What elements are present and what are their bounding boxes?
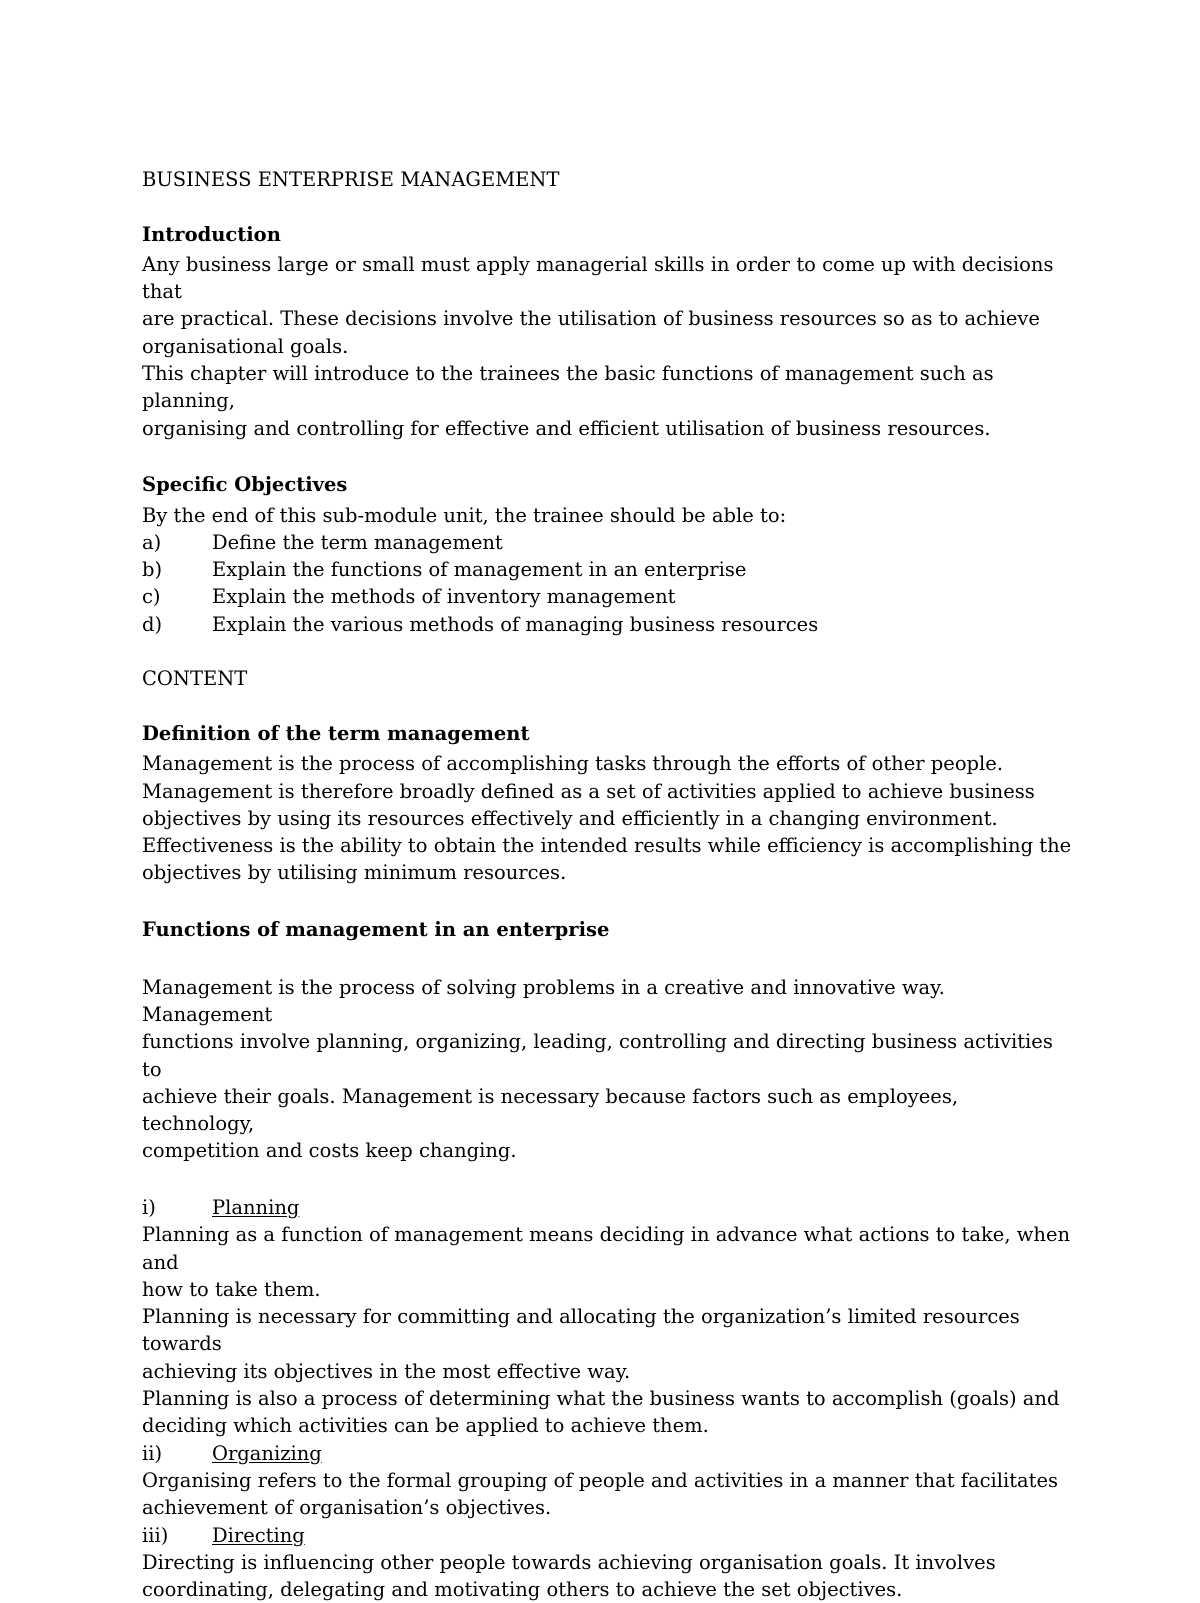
text-line: deciding which activities can be applied to achieve them.	[142, 1414, 709, 1438]
objectives-list	[142, 529, 1072, 638]
directing-paragraph	[142, 1549, 1072, 1603]
organizing-label: Organizing	[212, 1441, 322, 1465]
list-item-text: Explain the functions of management in an enterprise	[212, 558, 747, 582]
text-line: Any business large or small must apply managerial skills in order to come up with decisions that	[142, 252, 1054, 304]
list-marker: a)	[142, 530, 162, 554]
objectives-lead: By the end of this sub-module unit, the trainee should be able to:	[142, 503, 787, 527]
text-line: organisational goals.	[142, 334, 349, 358]
functions-paragraph	[142, 974, 1072, 1165]
directing-label: Directing	[212, 1523, 305, 1547]
list-item	[142, 583, 1072, 610]
text-line: achievement of organisation’s objectives.	[142, 1496, 552, 1520]
text-line: achieve their goals. Management is necessary because factors such as employees, technology,	[142, 1084, 959, 1136]
list-item-text: Explain the various methods of managing business resources	[212, 612, 819, 636]
text-line: Directing is influencing other people towards achieving organisation goals. It involves	[142, 1550, 996, 1574]
text-line: Organising refers to the formal grouping of people and activities in a manner that facilitates	[142, 1468, 1059, 1492]
list-marker: i)	[142, 1195, 156, 1219]
list-item	[142, 529, 1072, 556]
text-line: objectives by utilising minimum resources.	[142, 861, 567, 885]
text-line: Management is the process of solving problems in a creative and innovative way. Management	[142, 975, 945, 1026]
list-item-text: Define the term management	[212, 530, 503, 554]
introduction-heading: Introduction	[142, 222, 281, 246]
content-label: CONTENT	[142, 667, 248, 691]
organizing-paragraph	[142, 1467, 1072, 1522]
objectives-heading: Specific Objectives	[142, 473, 348, 497]
text-line: Effectiveness is the ability to obtain the intended results while efficiency is accomplishing the	[142, 834, 1072, 858]
list-marker: iii)	[142, 1523, 169, 1547]
text-line: Planning is necessary for committing and allocating the organization’s limited resources towards	[142, 1305, 1020, 1356]
organizing-subheading	[142, 1440, 1072, 1467]
definition-heading: Definition of the term management	[142, 721, 530, 745]
text-line: competition and costs keep changing.	[142, 1139, 517, 1163]
document-title: BUSINESS ENTERPRISE MANAGEMENT	[142, 168, 560, 191]
text-line: Management is therefore broadly defined as a set of activities applied to achieve business	[142, 779, 1035, 803]
text-line: coordinating, delegating and motivating others to achieve the set objectives.	[142, 1578, 903, 1602]
planning-label: Planning	[212, 1195, 300, 1219]
planning-paragraph	[142, 1221, 1072, 1439]
planning-subheading	[142, 1194, 1072, 1221]
text-line: functions involve planning, organizing, leading, controlling and directing business activities to	[142, 1030, 1053, 1081]
text-line: Planning as a function of management means deciding in advance what actions to take, when and	[142, 1223, 1071, 1274]
text-line: This chapter will introduce to the trainees the basic functions of management such as planning,	[142, 362, 994, 413]
document-body	[142, 166, 1072, 1603]
text-line: Planning is also a process of determining what the business wants to accomplish (goals) and	[142, 1387, 1060, 1411]
list-marker: c)	[142, 585, 161, 609]
directing-subheading	[142, 1522, 1072, 1549]
list-marker: d)	[142, 612, 163, 636]
list-item	[142, 556, 1072, 583]
text-line: achieving its objectives in the most effective way.	[142, 1359, 631, 1383]
text-line: objectives by using its resources effectively and efficiently in a changing environment.	[142, 806, 998, 830]
text-line: Management is the process of accomplishing tasks through the efforts of other people.	[142, 752, 1004, 776]
list-marker: ii)	[142, 1441, 163, 1465]
text-line: organising and controlling for effective and efficient utilisation of business resources.	[142, 416, 991, 440]
list-item-text: Explain the methods of inventory management	[212, 585, 676, 609]
text-line: are practical. These decisions involve the utilisation of business resources so as to achieve	[142, 307, 1040, 331]
definition-paragraph	[142, 750, 1072, 886]
list-marker: b)	[142, 558, 163, 582]
list-item	[142, 611, 1072, 638]
text-line: how to take them.	[142, 1277, 321, 1301]
introduction-paragraph	[142, 251, 1072, 442]
functions-heading: Functions of management in an enterprise	[142, 918, 610, 942]
